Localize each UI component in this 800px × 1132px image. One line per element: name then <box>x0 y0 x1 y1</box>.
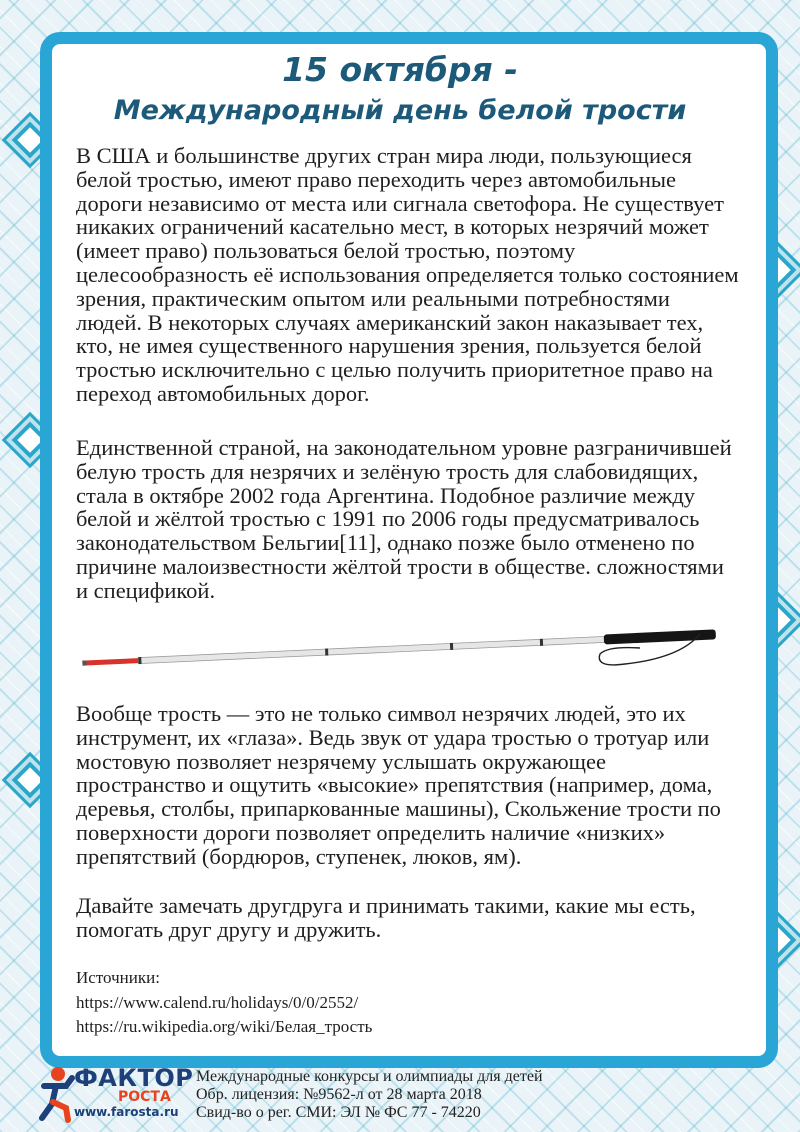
logo-farosta[interactable] <box>36 1064 194 1124</box>
paragraph-cane-purpose: Вообще трость — это не только символ незрячих людей, это их инструмент, их «глаза». Ведь звук от удара тростью о тротуар или мостовую позволяет незрячему услышать окружающее пространство и ощутить «высокие» препятствия (например, дома, деревья, столбы, припаркованные машины), Скольжение трости по поверхности дороги позволяет определить наличие «низких» препятствий (бордюров, ступенек, люков, ям). <box>76 701 721 869</box>
footer-line-contests: Международные конкурсы и олимпиады для детей <box>196 1068 543 1085</box>
paragraph-argentina: Единственной страной, на законодательном уровне разграничившей белую трость для незрячих и зелёную трость для слабовидящих, стала в октябре 2002 года Аргентина. Подобное различие между белой и жёлтой тростью с 1991 по 2006 годы предусматривалось законодательством Бельгии[11], однако позже было отменено по причине малоизвестности жёлтой трости в обществе. сложностями и спецификой. <box>76 435 732 603</box>
logo-word: ФАКТОР <box>74 1064 194 1092</box>
footer-line-registration: Свид-во о рег. СМИ: ЭЛ № ФС 77 - 74220 <box>196 1104 481 1121</box>
paragraph-appeal: Давайте замечать другдруга и принимать такими, какие мы есть, помогать друг другу и дружить. <box>76 893 696 942</box>
page-title: Международный день белой трости <box>113 95 687 126</box>
sources-block <box>76 966 372 1040</box>
source-link-wikipedia[interactable]: https://ru.wikipedia.org/wiki/Белая_трость <box>76 1017 373 1036</box>
footer-line-license: Обр. лицензия: №9562-л от 28 марта 2018 <box>196 1086 482 1103</box>
page-title-date: 15 октября - <box>282 50 518 89</box>
sources-label: Источники: <box>76 968 160 987</box>
logo-sub: РОСТА <box>118 1089 171 1105</box>
white-cane-image <box>80 616 730 686</box>
running-person-icon <box>36 1064 76 1124</box>
footer-info <box>196 1068 543 1122</box>
paragraph-usa: В США и большинстве других стран мира люди, пользующиеся белой тростью, имеют право переходить через автомобильные дороги независимо от места или сигнала светофора. Не существует никаких ограничений касательно мест, в которых незрячий может (имеет право) пользоваться белой тростью, поэтому целесообразность её использования определяется только состоянием зрения, практическим опытом или реальными потребностями людей. В некоторых случаях американский закон наказывает тех, кто, не имея существенного нарушения зрения, пользуется белой тростью исключительно с целью получить приоритетное право на переход автомобильных дорог. <box>76 143 739 406</box>
source-link-calend[interactable]: https://www.calend.ru/holidays/0/0/2552/ <box>76 992 359 1012</box>
logo-url[interactable]: www.farosta.ru <box>74 1105 179 1119</box>
